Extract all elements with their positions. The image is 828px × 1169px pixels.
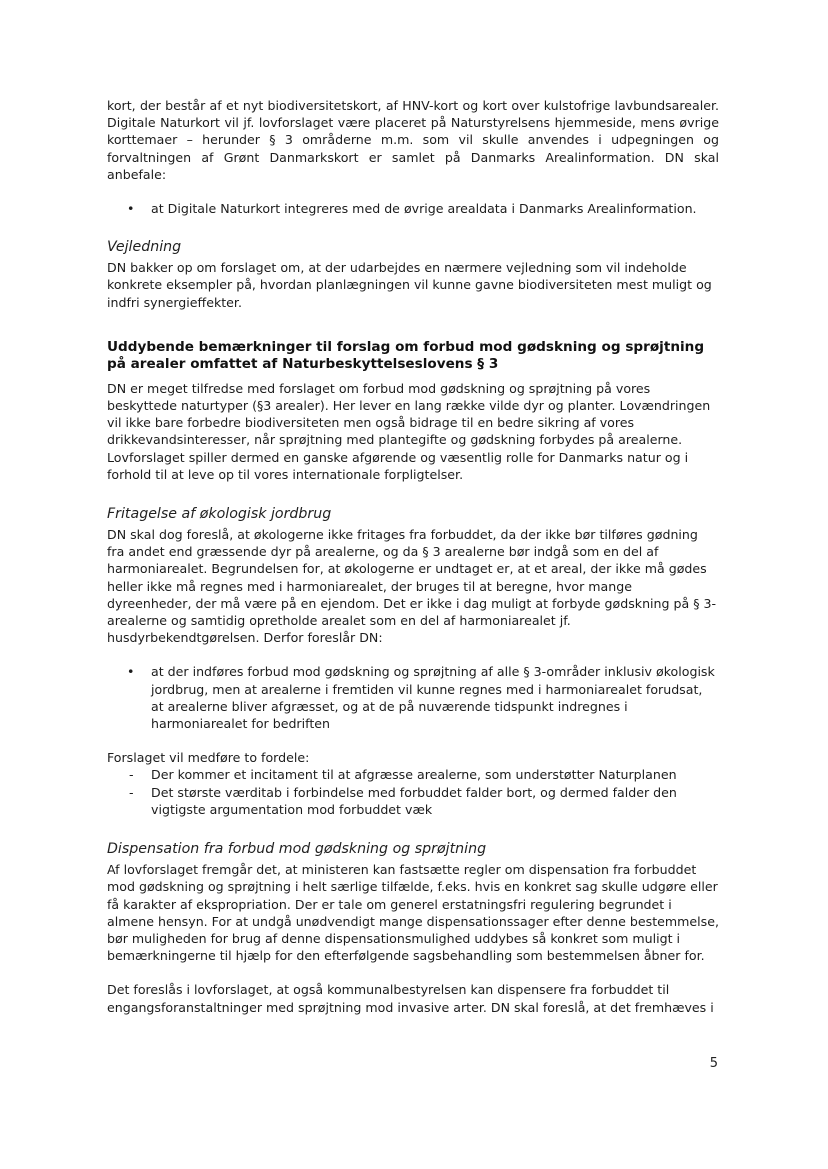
fordele-intro: Forslaget vil medføre to fordele: (107, 750, 310, 766)
fritagelse-bullet-list (107, 663, 719, 732)
list-item: - Der kommer et incitament til at afgræsse arealerne, som understøtter Naturplanen (107, 766, 719, 783)
section-paragraph: DN er meget tilfredse med forslaget om forbud mod gødskning og sprøjtning på vores beskyttede naturtyper (§3 arealer). Her lever en lang række vilde dyr og planter. Lovændringen vil ikke bare forbedre biodiversiteten men også bidrage til en bedre sikring af vores drikkevandsinteresser, når sprøjtning med plantegifte og gødskning forbydes på arealerne. Lovforslaget spiller dermed en ganske afgørende og væsentlig rolle for Danmarks natur og i forhold til at leve op til vores internationale forpligtelser. (107, 380, 711, 482)
fritagelse-paragraph: DN skal dog foreslå, at økologerne ikke fritages fra forbuddet, da der ikke bør tilføres gødning fra andet end græssende dyr på arealerne, og da § 3 arealerne bør indgå som en del af harmoniarealet. Begrundelsen for, at økologerne er undtaget er, at et areal, der ikke må gødes heller ikke må regnes med i harmoniarealet, der bruges til at beregne, hvor mange dyreenheder, der må være på en ejendom. Det er ikke i dag muligt at forbyde gødskning på § 3- arealerne og samtidig opretholde arealet som en del af harmoniarealet jf. husdyrbekendtgørelsen. Derfor foreslår DN: (107, 527, 717, 646)
dispensation-paragraph-1: Af lovforslaget fremgår det, at ministeren kan fastsætte regler om dispensation fra forbuddet mod gødskning og sprøjtning i helt særlige tilfælde, f.eks. hvis en konkret sag skulle udgøre eller få karakter af ekspropriation. Der er tale om generel erstatningsfri regulering begrundet i almene hensyn. For at undgå unødvendigt mange dispensationssager efter denne bestemmelse, bør muligheden for brug af denne dispensationsmulighed uddybes så konkret som muligt i bemærkningerne til hjælp for den efterfølgende sagsbehandling som bestemmelsen åbner for. (107, 862, 719, 964)
page-number: 5 (709, 1056, 718, 1071)
dispensation-paragraph-2: Det foreslås i lovforslaget, at også kommunalbestyrelsen kan dispensere fra forbuddet til engangsforanstaltninger med sprøjtning mod invasive arter. DN skal foreslå, at det fremhæves i (107, 982, 714, 1015)
intro-bullet-list (107, 200, 719, 217)
list-item: • at der indføres forbud mod gødskning og sprøjtning af alle § 3-områder inklusiv økologisk jordbrug, men at arealerne i fremtiden vil kunne regnes med i harmoniarealet forudsat, at arealerne bliver afgræsset, og at de på nuværende tidspunkt indregnes i harmoniarealet for bedriften (107, 663, 719, 732)
list-item: - Det største værditab i forbindelse med forbuddet falder bort, og dermed falder den vigtigste argumentation mod forbuddet væk (107, 784, 719, 818)
list-item: • at Digitale Naturkort integreres med de øvrige arealdata i Danmarks Arealinformation. (107, 200, 719, 217)
vejledning-paragraph: DN bakker op om forslaget om, at der udarbejdes en nærmere vejledning som vil indeholde konkrete eksempler på, hvordan planlægningen vil kunne gavne biodiversiteten mest muligt og indfri synergieffekter. (107, 260, 712, 310)
vejledning-heading: Vejledning (107, 239, 182, 256)
fritagelse-heading: Fritagelse af økologisk jordbrug (107, 506, 332, 523)
dispensation-heading: Dispensation fra forbud mod gødskning og sprøjtning (107, 841, 487, 858)
intro-paragraph: kort, der består af et nyt biodiversitetskort, af HNV-kort og kort over kulstofrige lavbundsarealer. Digitale Naturkort vil jf. lovforslaget være placeret på Naturstyrelsens hjemmeside, mens øvrige korttemaer – herunder § 3 områderne m.m. som vil skulle anvendes i udpegningen og forvaltningen af Grønt Danmarkskort er samlet på Danmarks Arealinformation. DN skal anbefale: (107, 98, 719, 182)
section-heading: Uddybende bemærkninger til forslag om forbud mod gødskning og sprøjtning på arealer omfattet af Naturbeskyttelseslovens § 3 (107, 338, 705, 373)
document-page (107, 97, 719, 1016)
fordele-list (107, 766, 719, 818)
